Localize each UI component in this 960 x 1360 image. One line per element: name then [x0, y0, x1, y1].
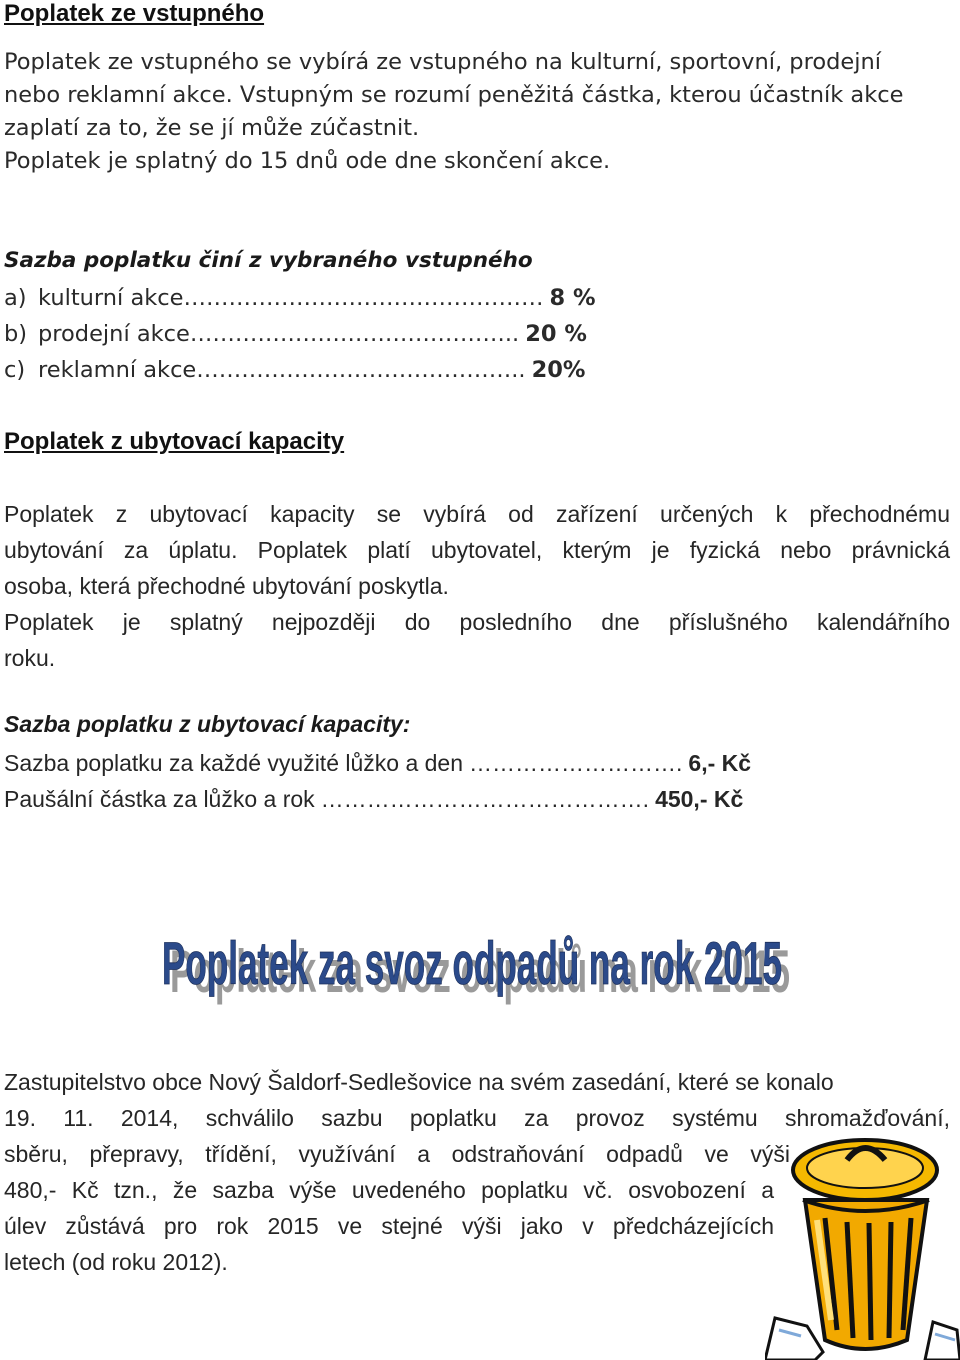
paragraph-line: nebo reklamní akce. Vstupným se rozumí peněžitá částka, kterou účastník akce: [4, 82, 904, 108]
banner-text: Poplatek za svoz odpadů na rok 2015: [162, 930, 782, 997]
rate-label: Paušální částka za lůžko a rok: [4, 786, 315, 812]
rate-dots: …………………………………….: [320, 786, 650, 812]
paragraph-line: Zastupitelstvo obce Nový Šaldorf-Sedlešovice na svém zasedání, které se konalo: [4, 1069, 834, 1095]
section-title-accommodation-fee: Poplatek z ubytovací kapacity: [4, 428, 345, 455]
rate-label: Sazba poplatku za každé využité lůžko a den: [4, 750, 464, 776]
rates-heading: Sazba poplatku činí z vybraného vstupného: [4, 248, 533, 273]
rate-value: 20 %: [525, 321, 587, 347]
paragraph-line: letech (od roku 2012).: [4, 1249, 228, 1275]
waste-fee-banner: [158, 918, 798, 1008]
paragraph-line: osoba, která přechodné ubytování poskytla.: [4, 573, 449, 599]
paragraph-line: ubytování za úplatu. Poplatek platí ubytovatel, kterým je fyzická nebo právnická: [4, 537, 950, 563]
rate-value: 20%: [531, 357, 586, 383]
paragraph-line: Poplatek je splatný nejpozději do posledního dne příslušného kalendářního: [4, 609, 950, 635]
paragraph-line: Poplatek je splatný do 15 dnů ode dne skončení akce.: [4, 148, 611, 174]
rate-letter: a): [4, 285, 27, 311]
paragraph-line: zaplatí za to, že se jí může zúčastnit.: [4, 115, 420, 141]
rates-heading: Sazba poplatku z ubytovací kapacity:: [4, 711, 411, 737]
rate-label: kulturní akce: [38, 285, 184, 311]
paragraph-line: Poplatek z ubytovací kapacity se vybírá od zařízení určených k přechodnému: [4, 501, 950, 527]
rate-letter: c): [4, 357, 26, 383]
paragraph-line: úlev zůstává pro rok 2015 ve stejné výši jako v předcházejících: [4, 1213, 774, 1239]
rate-row: [4, 745, 950, 781]
trash-can-icon: [765, 1130, 960, 1360]
rate-value: 450,- Kč: [655, 786, 744, 812]
paragraph-line: 480,- Kč tzn., že sazba výše uvedeného poplatku vč. osvobození a: [4, 1177, 774, 1203]
paragraph-line: sběru, přepravy, třídění, využívání a odstraňování odpadů ve výši: [4, 1141, 790, 1167]
rate-value: 6,- Kč: [688, 750, 752, 776]
banner-shadow-text: Poplatek za svoz odpadů na rok 2015: [170, 938, 790, 1005]
rate-dots: ……………………………………..: [196, 357, 526, 383]
rate-dots: ……………………………………..: [189, 321, 520, 347]
rate-row: [4, 318, 950, 351]
rate-row: [4, 781, 950, 817]
rate-letter: b): [4, 321, 28, 347]
rate-label: reklamní akce: [38, 357, 197, 383]
paragraph-line: Poplatek ze vstupného se vybírá ze vstupného na kulturní, sportovní, prodejní: [4, 49, 881, 75]
rate-row: [4, 282, 950, 315]
paragraph-line: 19. 11. 2014, schválilo sazbu poplatku za provoz systému shromažďování,: [4, 1105, 950, 1131]
paragraph-line: roku.: [4, 645, 56, 671]
section-title-admission-fee: Poplatek ze vstupného: [4, 0, 265, 27]
rate-row: [4, 354, 950, 387]
rate-dots: …………………………………………: [183, 285, 544, 311]
rate-dots: ……………………….: [469, 750, 683, 776]
rate-value: 8 %: [549, 285, 596, 311]
rate-label: prodejní akce: [38, 321, 190, 347]
